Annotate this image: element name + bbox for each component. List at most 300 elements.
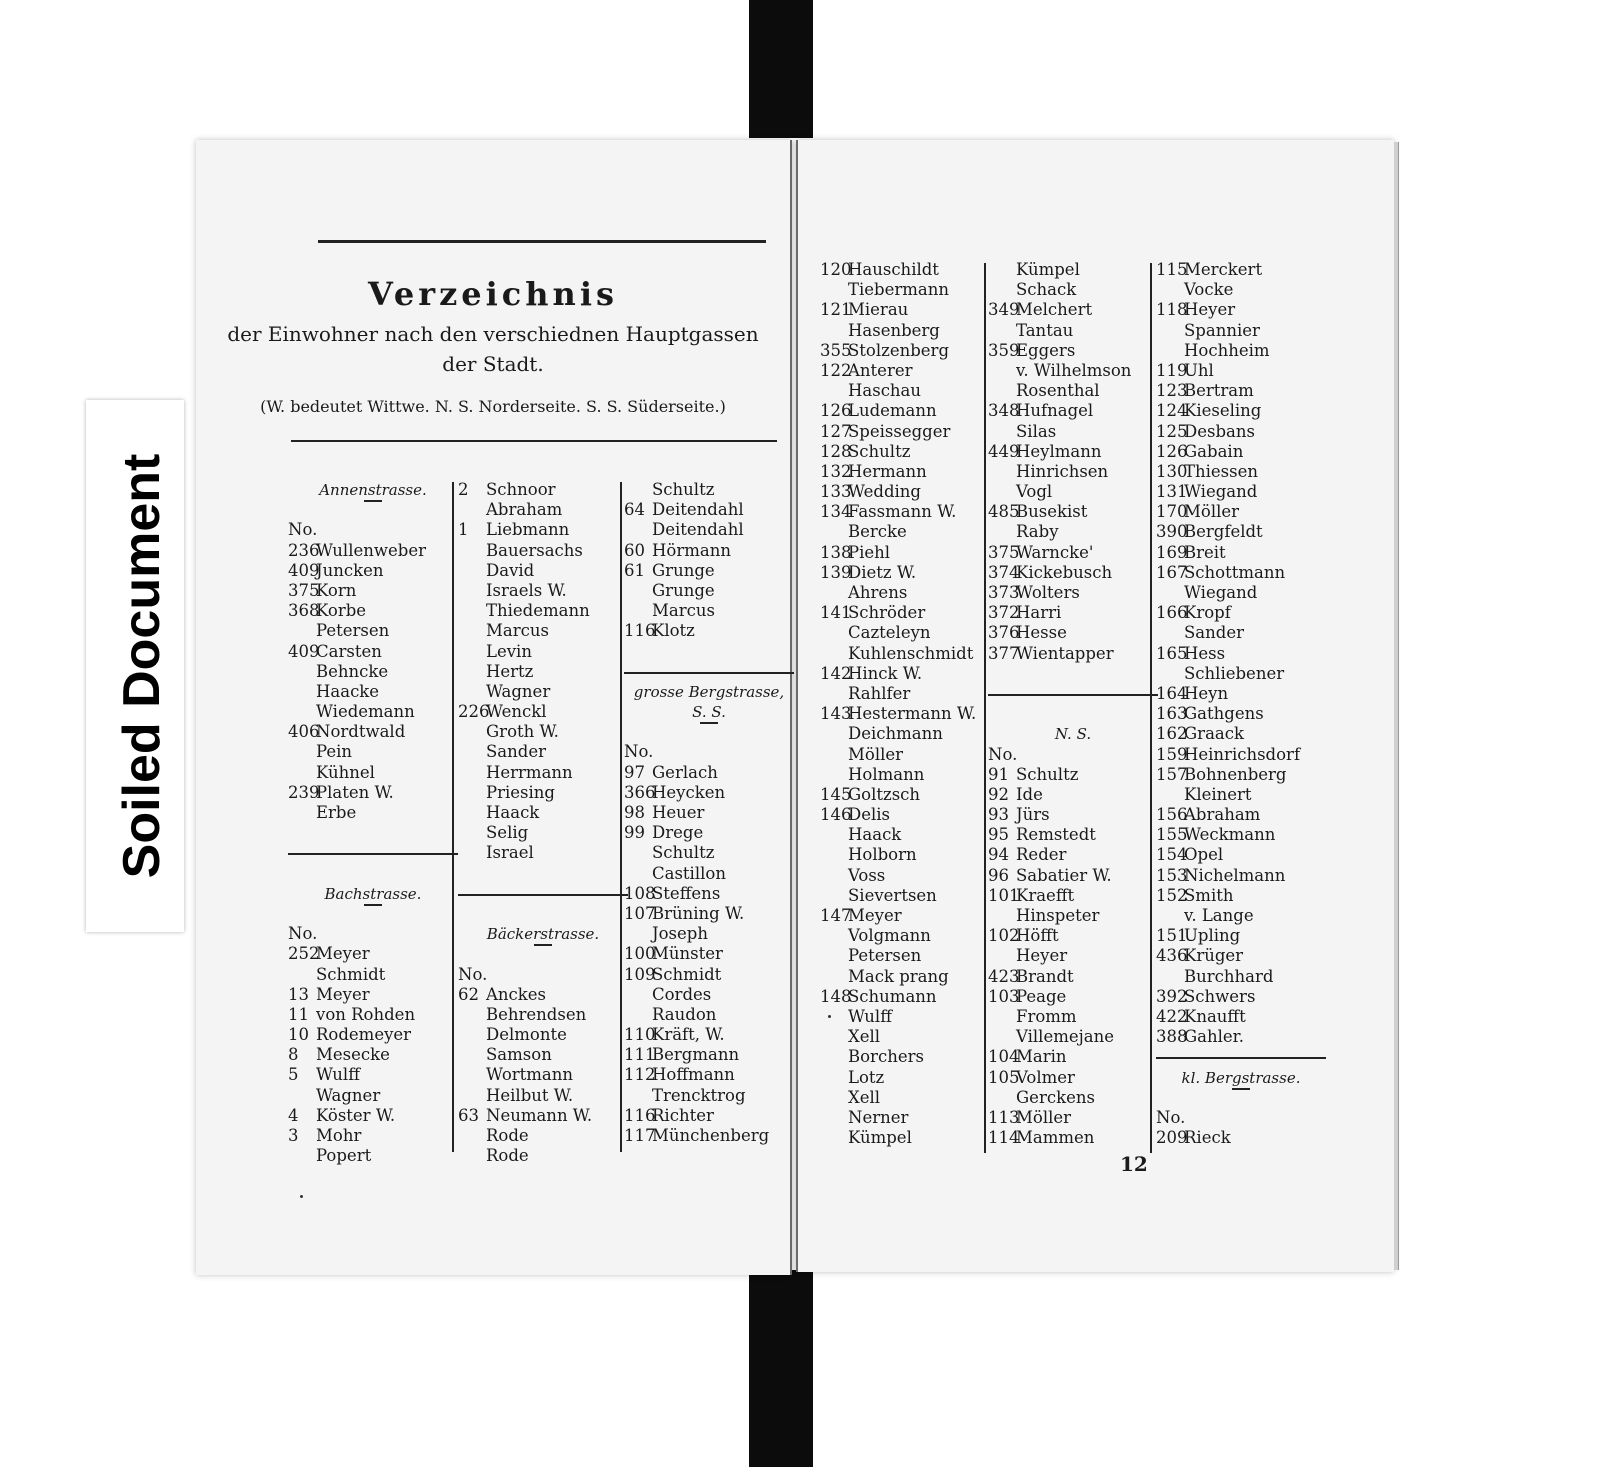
resident-name: Thiedemann bbox=[486, 601, 590, 621]
resident-entry bbox=[820, 724, 990, 744]
house-number: 163 bbox=[1156, 704, 1188, 724]
resident-entry bbox=[988, 563, 1158, 583]
resident-entry bbox=[1156, 926, 1326, 946]
resident-name: Groth W. bbox=[486, 722, 559, 742]
resident-name: Hinspeter bbox=[1016, 906, 1100, 925]
resident-entry bbox=[820, 926, 990, 946]
resident-name: v. Lange bbox=[1184, 906, 1254, 925]
resident-name: Hermann bbox=[848, 461, 927, 481]
resident-entry bbox=[1156, 381, 1326, 401]
resident-name: Goltzsch bbox=[848, 784, 921, 804]
heading-dash bbox=[288, 904, 458, 924]
resident-name: Kickebusch bbox=[1016, 562, 1113, 582]
house-number: 209 bbox=[1156, 1128, 1188, 1148]
resident-name: Volmer bbox=[1016, 1067, 1075, 1087]
resident-name: Bergmann bbox=[652, 1045, 740, 1065]
house-number: 112 bbox=[624, 1065, 656, 1085]
resident-entry bbox=[624, 1005, 794, 1025]
resident-name: Möller bbox=[1184, 502, 1240, 522]
resident-entry bbox=[288, 1086, 458, 1106]
house-number: 123 bbox=[1156, 381, 1188, 401]
resident-entry bbox=[820, 1047, 990, 1067]
binding-strap-top bbox=[749, 0, 813, 138]
spacer bbox=[458, 904, 628, 924]
resident-name: Richter bbox=[652, 1105, 714, 1125]
resident-name: Kräft, W. bbox=[652, 1025, 725, 1045]
resident-name: Levin bbox=[486, 641, 532, 661]
resident-name: Höfft bbox=[1016, 926, 1059, 946]
house-number: 109 bbox=[624, 964, 656, 984]
resident-entry bbox=[624, 1065, 794, 1085]
resident-name: Stolzenberg bbox=[848, 340, 950, 360]
house-number: 409 bbox=[288, 560, 320, 580]
resident-entry bbox=[624, 924, 794, 944]
resident-name: Dietz W. bbox=[848, 562, 917, 582]
resident-entry bbox=[820, 442, 990, 462]
resident-entry bbox=[988, 926, 1158, 946]
resident-name: Bertram bbox=[1184, 381, 1254, 401]
resident-name: Knaufft bbox=[1184, 1006, 1246, 1026]
resident-name: Heyer bbox=[1184, 300, 1236, 320]
resident-entry bbox=[988, 1068, 1158, 1088]
house-number: 449 bbox=[988, 441, 1020, 461]
resident-name: Selig bbox=[486, 823, 529, 843]
resident-entry bbox=[624, 884, 794, 904]
resident-entry bbox=[458, 722, 628, 742]
resident-name: Schack bbox=[1016, 280, 1077, 300]
title-top-rule bbox=[318, 240, 766, 243]
resident-entry bbox=[458, 480, 628, 500]
resident-entry bbox=[624, 1086, 794, 1106]
resident-name: Melchert bbox=[1016, 300, 1093, 320]
resident-entry bbox=[624, 904, 794, 924]
resident-name: Delis bbox=[848, 805, 891, 825]
resident-entry bbox=[820, 422, 990, 442]
resident-entry bbox=[820, 967, 990, 987]
house-number: 436 bbox=[1156, 946, 1188, 966]
resident-entry bbox=[1156, 522, 1326, 542]
resident-name: Israels W. bbox=[486, 580, 567, 600]
house-number: 143 bbox=[820, 704, 852, 724]
resident-entry bbox=[1156, 321, 1326, 341]
resident-entry bbox=[458, 1065, 628, 1085]
directory-column-5 bbox=[988, 260, 1158, 1148]
resident-entry bbox=[820, 1088, 990, 1108]
house-number: 3 bbox=[288, 1126, 299, 1145]
resident-entry bbox=[988, 543, 1158, 563]
house-number: 423 bbox=[988, 966, 1020, 986]
resident-entry bbox=[458, 541, 628, 561]
house-number: 2 bbox=[458, 480, 469, 499]
resident-entry bbox=[820, 462, 990, 482]
resident-entry bbox=[820, 765, 990, 785]
house-number: 155 bbox=[1156, 825, 1188, 845]
resident-entry bbox=[288, 1126, 458, 1146]
resident-name: Raby bbox=[1016, 522, 1059, 542]
ink-speck bbox=[300, 1195, 303, 1198]
resident-name: Meyer bbox=[848, 906, 902, 925]
resident-entry bbox=[458, 662, 628, 682]
resident-entry bbox=[820, 946, 990, 966]
resident-entry bbox=[288, 742, 458, 762]
resident-name: Vocke bbox=[1184, 280, 1234, 300]
resident-entry bbox=[288, 682, 458, 702]
resident-name: Schultz bbox=[848, 441, 911, 461]
resident-entry bbox=[458, 520, 628, 540]
house-number: 122 bbox=[820, 360, 852, 380]
resident-entry bbox=[458, 823, 628, 843]
house-number: 102 bbox=[988, 926, 1020, 946]
number-column-label: No. bbox=[624, 742, 654, 762]
resident-entry bbox=[458, 601, 628, 621]
resident-name: Hufnagel bbox=[1016, 401, 1094, 421]
resident-name: Haack bbox=[486, 803, 540, 822]
resident-name: Hertz bbox=[486, 661, 534, 681]
resident-name: Burchhard bbox=[1184, 966, 1274, 986]
resident-entry bbox=[988, 583, 1158, 603]
resident-entry bbox=[820, 644, 990, 664]
resident-entry bbox=[820, 906, 990, 926]
resident-entry bbox=[1156, 987, 1326, 1007]
resident-entry bbox=[988, 603, 1158, 623]
resident-name: Mohr bbox=[316, 1126, 362, 1145]
directory-column-6 bbox=[1156, 260, 1326, 1148]
resident-entry bbox=[1156, 543, 1326, 563]
resident-name: Schliebener bbox=[1184, 663, 1285, 683]
resident-entry bbox=[988, 482, 1158, 502]
street-heading: Bäckerstrasse. bbox=[486, 925, 600, 944]
number-column-label: No. bbox=[458, 964, 488, 984]
resident-name: Sievertsen bbox=[848, 885, 937, 905]
resident-entry bbox=[988, 1027, 1158, 1047]
resident-name: Pein bbox=[316, 742, 353, 762]
resident-entry bbox=[1156, 866, 1326, 886]
resident-entry bbox=[820, 1108, 990, 1128]
resident-name: Cordes bbox=[652, 984, 712, 1004]
resident-entry bbox=[988, 522, 1158, 542]
resident-name: Schumann bbox=[848, 986, 937, 1006]
resident-name: Herrmann bbox=[486, 762, 573, 782]
house-number: 349 bbox=[988, 300, 1020, 320]
resident-entry bbox=[988, 381, 1158, 401]
resident-name: Opel bbox=[1184, 845, 1224, 865]
number-column-label: No. bbox=[1156, 1107, 1186, 1127]
resident-entry bbox=[624, 803, 794, 823]
resident-entry bbox=[624, 621, 794, 641]
resident-entry bbox=[1156, 442, 1326, 462]
resident-name: Kümpel bbox=[848, 1128, 912, 1148]
resident-name: Borchers bbox=[848, 1047, 924, 1067]
resident-name: Anterer bbox=[848, 360, 913, 380]
resident-name: Popert bbox=[316, 1146, 372, 1166]
house-number: 392 bbox=[1156, 986, 1188, 1006]
resident-name: Haack bbox=[848, 825, 902, 845]
resident-name: Hoffmann bbox=[652, 1065, 735, 1085]
resident-name: Wiegand bbox=[1184, 482, 1258, 502]
house-number: 10 bbox=[288, 1025, 309, 1045]
resident-name: Schottmann bbox=[1184, 562, 1286, 582]
resident-entry bbox=[988, 280, 1158, 300]
resident-entry bbox=[624, 1106, 794, 1126]
resident-name: Deitendahl bbox=[652, 520, 744, 540]
resident-name: Hörmann bbox=[652, 540, 731, 560]
resident-name: Meyer bbox=[316, 944, 370, 964]
resident-entry bbox=[458, 1045, 628, 1065]
resident-entry bbox=[820, 1128, 990, 1148]
resident-name: Hesse bbox=[1016, 623, 1067, 643]
section-separator bbox=[988, 684, 1158, 704]
resident-entry bbox=[458, 581, 628, 601]
resident-entry bbox=[1156, 300, 1326, 320]
resident-entry bbox=[1156, 260, 1326, 280]
resident-name: Rahlfer bbox=[848, 683, 911, 703]
resident-name: Wolters bbox=[1016, 583, 1080, 602]
resident-entry bbox=[458, 1025, 628, 1045]
resident-name: Heuer bbox=[652, 803, 705, 822]
resident-entry bbox=[1156, 704, 1326, 724]
resident-name: Silas bbox=[1016, 421, 1057, 441]
house-number: 116 bbox=[624, 621, 656, 641]
resident-name: Münchenberg bbox=[652, 1126, 770, 1145]
house-number: 105 bbox=[988, 1067, 1020, 1087]
resident-entry bbox=[458, 1086, 628, 1106]
number-column-label: No. bbox=[288, 520, 318, 540]
house-number: 141 bbox=[820, 603, 852, 623]
resident-name: David bbox=[486, 560, 535, 580]
resident-name: Erbe bbox=[316, 803, 357, 822]
resident-entry bbox=[458, 561, 628, 581]
page-subtitle-line2: der Stadt. bbox=[442, 352, 544, 376]
spacer bbox=[458, 864, 628, 884]
house-number: 125 bbox=[1156, 421, 1188, 441]
street-heading: N. S. bbox=[1054, 725, 1092, 744]
resident-entry bbox=[624, 763, 794, 783]
resident-entry bbox=[288, 662, 458, 682]
resident-name: Münster bbox=[652, 944, 723, 964]
house-number: 133 bbox=[820, 482, 852, 502]
resident-name: Marin bbox=[1016, 1047, 1067, 1067]
resident-entry bbox=[1156, 1027, 1326, 1047]
resident-entry bbox=[988, 825, 1158, 845]
house-number: 366 bbox=[624, 782, 656, 802]
house-number: 375 bbox=[988, 542, 1020, 562]
resident-entry bbox=[458, 1126, 628, 1146]
resident-name: Upling bbox=[1184, 926, 1241, 946]
house-number: 359 bbox=[988, 340, 1020, 360]
resident-name: Heinrichsdorf bbox=[1184, 744, 1301, 764]
resident-name: Abraham bbox=[486, 500, 563, 520]
resident-entry bbox=[820, 522, 990, 542]
resident-entry bbox=[820, 704, 990, 724]
house-number: 103 bbox=[988, 986, 1020, 1006]
resident-name: Korn bbox=[316, 580, 357, 600]
resident-entry bbox=[820, 1068, 990, 1088]
house-number: 348 bbox=[988, 401, 1020, 421]
house-number: 128 bbox=[820, 441, 852, 461]
resident-name: Haschau bbox=[848, 381, 922, 401]
resident-entry bbox=[820, 482, 990, 502]
house-number: 5 bbox=[288, 1065, 299, 1085]
resident-name: Wagner bbox=[316, 1085, 381, 1105]
resident-name: Samson bbox=[486, 1045, 552, 1065]
resident-entry bbox=[624, 601, 794, 621]
resident-name: Wientapper bbox=[1016, 643, 1114, 663]
resident-entry bbox=[288, 581, 458, 601]
resident-name: Weckmann bbox=[1184, 825, 1276, 845]
section-separator bbox=[288, 843, 458, 863]
resident-name: Sander bbox=[1184, 623, 1244, 643]
house-number: 126 bbox=[820, 401, 852, 421]
resident-name: Fromm bbox=[1016, 1006, 1077, 1026]
ink-speck bbox=[828, 1015, 831, 1018]
section-separator bbox=[624, 662, 794, 682]
house-number: 120 bbox=[820, 260, 852, 279]
resident-name: Rosenthal bbox=[1016, 381, 1100, 401]
resident-entry bbox=[624, 1045, 794, 1065]
resident-entry bbox=[1156, 765, 1326, 785]
resident-entry bbox=[1156, 805, 1326, 825]
house-number: 13 bbox=[288, 984, 309, 1004]
heading-dash bbox=[458, 944, 628, 964]
resident-name: Hasenberg bbox=[848, 320, 940, 340]
resident-name: Köster W. bbox=[316, 1105, 396, 1125]
house-number: 95 bbox=[988, 825, 1009, 845]
resident-name: Wagner bbox=[486, 681, 551, 701]
resident-name: Kuhlenschmidt bbox=[848, 643, 974, 663]
house-number: 252 bbox=[288, 944, 320, 964]
resident-entry bbox=[988, 401, 1158, 421]
resident-entry bbox=[988, 361, 1158, 381]
resident-entry bbox=[458, 1146, 628, 1166]
resident-entry bbox=[458, 985, 628, 1005]
house-number: 130 bbox=[1156, 461, 1188, 481]
resident-name: Hestermann W. bbox=[848, 704, 977, 724]
resident-name: Sander bbox=[486, 742, 546, 762]
resident-name: Ludemann bbox=[848, 401, 937, 421]
house-number: 374 bbox=[988, 562, 1020, 582]
resident-entry bbox=[288, 1045, 458, 1065]
house-number: 100 bbox=[624, 944, 656, 964]
resident-name: Bohnenberg bbox=[1184, 764, 1287, 784]
resident-name: Remstedt bbox=[1016, 825, 1096, 845]
house-number: 63 bbox=[458, 1105, 479, 1125]
resident-entry bbox=[820, 845, 990, 865]
resident-entry bbox=[288, 783, 458, 803]
resident-entry bbox=[988, 300, 1158, 320]
resident-entry bbox=[1156, 623, 1326, 643]
resident-name: Hess bbox=[1184, 643, 1226, 663]
heading-dash bbox=[288, 500, 458, 520]
house-number: 159 bbox=[1156, 744, 1188, 764]
resident-entry bbox=[624, 480, 794, 500]
resident-name: Hochheim bbox=[1184, 340, 1270, 360]
resident-entry bbox=[1156, 1007, 1326, 1027]
house-number: 61 bbox=[624, 560, 645, 580]
resident-entry bbox=[988, 805, 1158, 825]
resident-entry bbox=[624, 823, 794, 843]
house-number: 156 bbox=[1156, 805, 1188, 825]
resident-entry bbox=[458, 803, 628, 823]
resident-entry bbox=[988, 987, 1158, 1007]
resident-name: Speissegger bbox=[848, 421, 951, 441]
house-number: 114 bbox=[988, 1128, 1020, 1148]
resident-name: Rode bbox=[486, 1146, 529, 1166]
resident-name: Rodemeyer bbox=[316, 1025, 412, 1045]
house-number: 167 bbox=[1156, 562, 1188, 582]
house-number: 355 bbox=[820, 340, 852, 360]
house-number: 94 bbox=[988, 845, 1009, 865]
page-title: Verzeichnis bbox=[368, 275, 618, 313]
resident-entry bbox=[820, 1007, 990, 1027]
resident-name: Heyer bbox=[1016, 946, 1068, 966]
resident-name: Peage bbox=[1016, 986, 1067, 1006]
section-separator bbox=[1156, 1047, 1326, 1067]
resident-name: Breit bbox=[1184, 542, 1226, 562]
resident-name: Grunge bbox=[652, 580, 715, 600]
resident-entry bbox=[988, 422, 1158, 442]
resident-entry bbox=[1156, 745, 1326, 765]
resident-name: Petersen bbox=[316, 621, 390, 641]
resident-name: Brandt bbox=[1016, 966, 1074, 986]
resident-entry bbox=[288, 763, 458, 783]
house-number: 132 bbox=[820, 461, 852, 481]
house-number: 165 bbox=[1156, 643, 1188, 663]
resident-entry bbox=[820, 361, 990, 381]
resident-name: Kühnel bbox=[316, 762, 375, 782]
house-number: 162 bbox=[1156, 724, 1188, 744]
resident-name: Brüning W. bbox=[652, 903, 745, 923]
resident-name: Eggers bbox=[1016, 340, 1076, 360]
abbreviation-legend: (W. bedeutet Wittwe. N. S. Norderseite. S. S. Süderseite.) bbox=[260, 397, 726, 416]
resident-name: Ahrens bbox=[848, 583, 908, 602]
resident-name: Hinck W. bbox=[848, 663, 923, 683]
resident-entry bbox=[458, 500, 628, 520]
resident-entry bbox=[624, 864, 794, 884]
resident-name: Hinrichsen bbox=[1016, 461, 1109, 481]
resident-name: Möller bbox=[1016, 1107, 1072, 1127]
house-number: 153 bbox=[1156, 865, 1188, 885]
house-number: 97 bbox=[624, 762, 645, 782]
house-number: 145 bbox=[820, 784, 852, 804]
resident-entry bbox=[820, 543, 990, 563]
resident-name: Gabain bbox=[1184, 441, 1244, 461]
resident-name: Heycken bbox=[652, 782, 726, 802]
resident-entry bbox=[820, 664, 990, 684]
resident-name: Smith bbox=[1184, 885, 1234, 905]
resident-name: Kleinert bbox=[1184, 784, 1252, 804]
resident-entry bbox=[288, 642, 458, 662]
resident-entry bbox=[820, 341, 990, 361]
page-subtitle-line1: der Einwohner nach den verschiednen Hauptgassen bbox=[227, 322, 759, 346]
house-number: 93 bbox=[988, 805, 1009, 825]
resident-entry bbox=[820, 603, 990, 623]
resident-name: Wedding bbox=[848, 482, 921, 502]
resident-name: Reder bbox=[1016, 845, 1067, 865]
spacer bbox=[288, 864, 458, 884]
resident-name: Bercke bbox=[848, 522, 907, 542]
resident-name: Möller bbox=[848, 744, 904, 764]
resident-name: Bauersachs bbox=[486, 540, 583, 560]
resident-entry bbox=[988, 785, 1158, 805]
directory-column-3 bbox=[624, 480, 794, 1146]
house-number: 368 bbox=[288, 601, 320, 621]
resident-entry bbox=[820, 381, 990, 401]
resident-name: Carsten bbox=[316, 641, 382, 661]
resident-name: Mesecke bbox=[316, 1045, 390, 1065]
house-number: 139 bbox=[820, 562, 852, 582]
resident-entry bbox=[288, 621, 458, 641]
street-heading: Bachstrasse. bbox=[324, 884, 422, 903]
